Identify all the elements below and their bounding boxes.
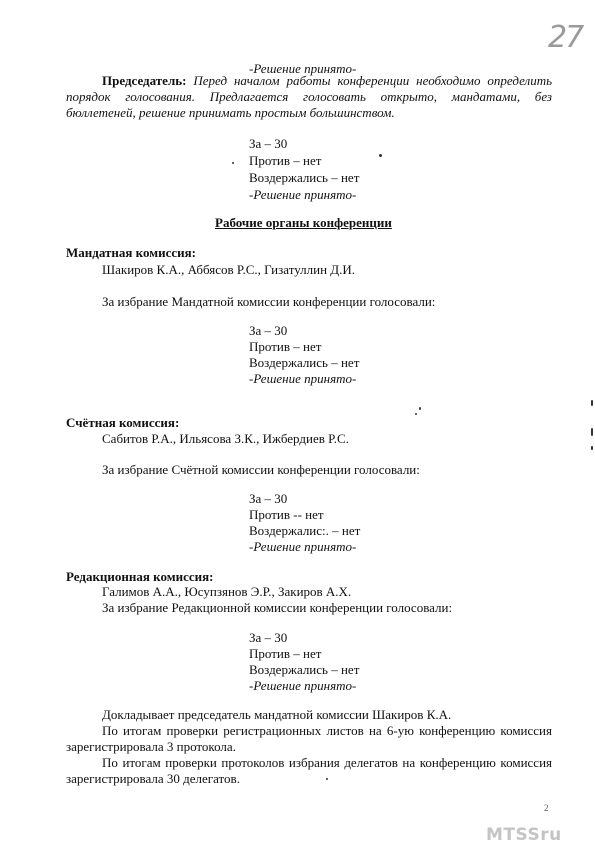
scan-speck bbox=[591, 428, 593, 436]
counting-protiv: Против -- нет bbox=[249, 507, 324, 522]
mandate-vozd: Воздержались – нет bbox=[249, 355, 360, 370]
vote1-vozd: Воздержались – нет bbox=[249, 170, 360, 185]
counting-members: Сабитов Р.А., Ильясова З.К., Ижбердиев Р.С. bbox=[102, 431, 349, 446]
mandate-heading: Мандатная комиссия: bbox=[66, 245, 196, 260]
mandate-za: За – 30 bbox=[249, 323, 288, 338]
vote1-za: За – 30 bbox=[249, 136, 288, 151]
editorial-vote-intro: За избрание Редакционной комиссии конференции голосовали: bbox=[102, 600, 453, 615]
mandate-result: -Решение принято- bbox=[249, 371, 357, 386]
chairman-label: Председатель: bbox=[102, 73, 187, 88]
scan-speck bbox=[419, 407, 421, 410]
scan-speck bbox=[379, 154, 382, 157]
counting-vote-intro: За избрание Счётной комиссии конференции голосовали: bbox=[102, 462, 420, 477]
paragraph-protocols: По итогам проверки регистрационных листов на 6-ую конференцию комиссия зарегистрировала 3 протокола. bbox=[66, 723, 552, 754]
decision-top: -Решение принято- bbox=[249, 61, 357, 76]
handwritten-page-number: 27 bbox=[548, 20, 583, 55]
editorial-vozd: Воздержались – нет bbox=[249, 662, 360, 677]
counting-result: -Решение принято- bbox=[249, 539, 357, 554]
vote1-protiv: Против – нет bbox=[249, 153, 322, 168]
editorial-za: За – 30 bbox=[249, 630, 288, 645]
mandate-members: Шакиров К.А., Аббясов Р.С., Гизатуллин Д.И. bbox=[102, 262, 356, 277]
counting-vozd: Воздержалис:. – нет bbox=[249, 523, 361, 538]
report-line: Докладывает председатель мандатной комиссии Шакиров К.А. bbox=[102, 707, 452, 722]
page-number: 2 bbox=[544, 803, 549, 813]
chairman-text: Перед началом работы конференции необходимо определить порядок голосования. Предлагается голосовать открыто, мандатами, без бюллетеней, решение принимать простым большинством. bbox=[66, 73, 553, 120]
counting-heading: Счётная комиссия: bbox=[66, 415, 180, 430]
scan-speck bbox=[232, 162, 234, 164]
scan-speck bbox=[415, 413, 417, 415]
editorial-result: -Решение принято- bbox=[249, 678, 357, 693]
scan-speck bbox=[591, 400, 593, 406]
section-title: Рабочие органы конференции bbox=[215, 215, 392, 230]
watermark: MTSSru bbox=[486, 825, 562, 845]
editorial-protiv: Против – нет bbox=[249, 646, 322, 661]
editorial-heading: Редакционная комиссия: bbox=[66, 569, 214, 584]
scan-speck bbox=[591, 446, 593, 450]
mandate-protiv: Против – нет bbox=[249, 339, 322, 354]
counting-za: За – 30 bbox=[249, 491, 288, 506]
paragraph-delegates: По итогам проверки протоколов избрания делегатов на конференцию комиссия зарегистрировала 30 делегатов. bbox=[66, 755, 552, 786]
chairman-paragraph bbox=[66, 73, 552, 121]
vote1-result: -Решение принято- bbox=[249, 187, 357, 202]
mandate-vote-intro: За избрание Мандатной комиссии конференции голосовали: bbox=[102, 294, 436, 309]
editorial-members: Галимов А.А., Юсупзянов Э.Р., Закиров А.Х. bbox=[102, 584, 352, 599]
scan-speck bbox=[326, 778, 328, 780]
